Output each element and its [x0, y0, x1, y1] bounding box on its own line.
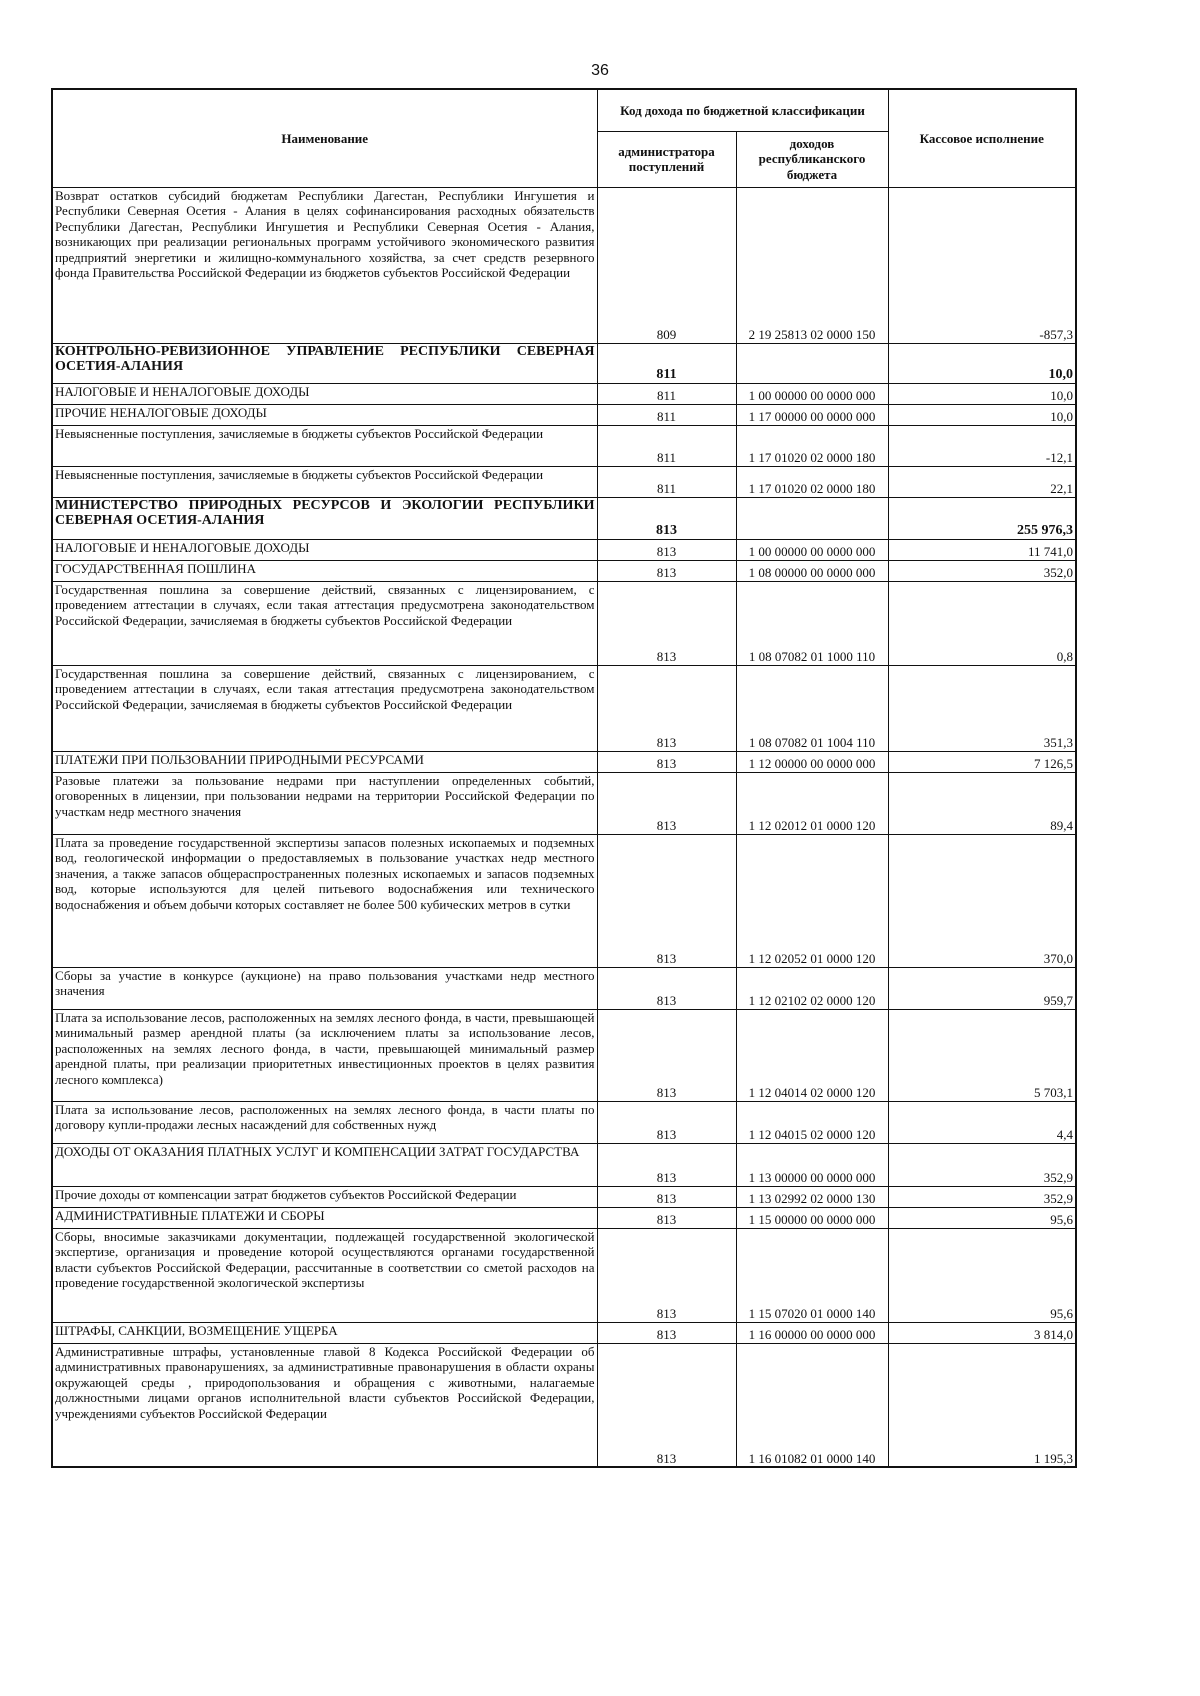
row-admin-code: 813 [597, 1322, 736, 1343]
row-income-code: 1 16 01082 01 0000 140 [736, 1343, 888, 1467]
row-income-code: 1 08 07082 01 1000 110 [736, 581, 888, 665]
row-name: Сборы, вносимые заказчиками документации, подлежащей государственной экологической экспертизе, организация и проведение которой осуществляются органами государственной власти субъектов Российской Федерации, рассчитанные в соответствии со сметой расходов на проведение государственной экологической экспертизы [52, 1228, 597, 1322]
table-row [52, 834, 1076, 967]
row-admin-code: 813 [597, 1009, 736, 1101]
header-income: доходов республиканского бюджета [736, 131, 888, 187]
row-admin-code: 813 [597, 560, 736, 581]
row-name: Прочие доходы от компенсации затрат бюджетов субъектов Российской Федерации [52, 1186, 597, 1207]
row-name: Административные штрафы, установленные главой 8 Кодекса Российской Федерации об административных правонарушениях, за административные правонарушения в области охраны окружающей среды , природопользования и обращения с животными, налагаемые должностными лицами органов исполнительной власти субъектов Российской Федерации, учреждениями субъектов Российской Федерации [52, 1343, 597, 1467]
row-name: НАЛОГОВЫЕ И НЕНАЛОГОВЫЕ ДОХОДЫ [52, 383, 597, 404]
row-admin-code: 811 [597, 425, 736, 466]
row-amount: 10,0 [888, 343, 1076, 383]
row-name: Плата за использование лесов, расположенных на землях лесного фонда, в части платы по договору купли-продажи лесных насаждений для собственных нужд [52, 1101, 597, 1143]
row-income-code: 1 00 00000 00 0000 000 [736, 539, 888, 560]
row-amount: 5 703,1 [888, 1009, 1076, 1101]
header-amount: Кассовое исполнение [888, 89, 1076, 187]
row-income-code: 1 13 02992 02 0000 130 [736, 1186, 888, 1207]
row-amount: 4,4 [888, 1101, 1076, 1143]
row-name: Государственная пошлина за совершение действий, связанных с лицензированием, с проведением аттестации в случаях, если такая аттестация предусмотрена законодательством Российской Федерации, зачисляемая в бюджеты субъектов Российской Федерации [52, 665, 597, 751]
table-row [52, 1343, 1076, 1467]
row-income-code: 1 12 04014 02 0000 120 [736, 1009, 888, 1101]
row-income-code: 1 12 04015 02 0000 120 [736, 1101, 888, 1143]
row-amount: 0,8 [888, 581, 1076, 665]
row-name: Разовые платежи за пользование недрами при наступлении определенных событий, оговоренных в лицензии, при пользовании недрами на территории Российской Федерации по участкам недр местного значения [52, 772, 597, 834]
row-income-code: 1 15 00000 00 0000 000 [736, 1207, 888, 1228]
row-income-code: 1 08 07082 01 1004 110 [736, 665, 888, 751]
row-admin-code: 813 [597, 539, 736, 560]
table-row [52, 1228, 1076, 1322]
page-number: 36 [591, 62, 609, 79]
row-income-code: 1 13 00000 00 0000 000 [736, 1143, 888, 1186]
row-admin-code: 813 [597, 772, 736, 834]
row-income-code: 1 17 00000 00 0000 000 [736, 404, 888, 425]
row-admin-code: 811 [597, 466, 736, 497]
row-amount: 352,0 [888, 560, 1076, 581]
row-amount: 351,3 [888, 665, 1076, 751]
row-income-code: 1 17 01020 02 0000 180 [736, 425, 888, 466]
row-income-code [736, 343, 888, 383]
table-row [52, 1322, 1076, 1343]
row-income-code: 1 12 00000 00 0000 000 [736, 751, 888, 772]
row-income-code: 1 12 02052 01 0000 120 [736, 834, 888, 967]
row-income-code: 1 00 00000 00 0000 000 [736, 383, 888, 404]
row-amount: -12,1 [888, 425, 1076, 466]
row-income-code: 1 12 02102 02 0000 120 [736, 967, 888, 1009]
row-admin-code: 813 [597, 751, 736, 772]
row-amount: 255 976,3 [888, 497, 1076, 539]
row-income-code [736, 497, 888, 539]
table-row [52, 560, 1076, 581]
row-name: Сборы за участие в конкурсе (аукционе) на право пользования участками недр местного значения [52, 967, 597, 1009]
row-amount: 11 741,0 [888, 539, 1076, 560]
row-admin-code: 813 [597, 967, 736, 1009]
row-name: ГОСУДАРСТВЕННАЯ ПОШЛИНА [52, 560, 597, 581]
row-admin-code: 811 [597, 383, 736, 404]
row-amount: 352,9 [888, 1186, 1076, 1207]
table-row [52, 187, 1076, 343]
row-name: КОНТРОЛЬНО-РЕВИЗИОННОЕ УПРАВЛЕНИЕ РЕСПУБЛИКИ СЕВЕРНАЯ ОСЕТИЯ-АЛАНИЯ [52, 343, 597, 383]
table-row [52, 343, 1076, 383]
row-income-code: 1 08 00000 00 0000 000 [736, 560, 888, 581]
row-admin-code: 813 [597, 1143, 736, 1186]
row-name: АДМИНИСТРАТИВНЫЕ ПЛАТЕЖИ И СБОРЫ [52, 1207, 597, 1228]
row-admin-code: 813 [597, 1343, 736, 1467]
row-name: Плата за использование лесов, расположенных на землях лесного фонда, в части, превышающей минимальный размер арендной платы (за исключением платы за использование лесов, расположенных на землях лесного фонда, в части, превышающей минимальный размер арендной платы, при реализации приоритетных инвестиционных проектов в целях развития лесного комплекса) [52, 1009, 597, 1101]
table-row [52, 497, 1076, 539]
table-row [52, 466, 1076, 497]
row-admin-code: 811 [597, 404, 736, 425]
row-name: Возврат остатков субсидий бюджетам Республики Дагестан, Республики Ингушетия и Республики Северная Осетия - Алания в целях софинансирования расходных обязательств Республики Дагестан, Республики Ингушетия и Республики Северная Осетия - Алания, возникающих при реализации региональных программ устойчивого экономического развития предприятий энергетики и жилищно-коммунального хозяйства, за счет средств резервного фонда Правительства Российской Федерации из бюджетов субъектов Российской Федерации [52, 187, 597, 343]
table-row [52, 404, 1076, 425]
row-name: Невыясненные поступления, зачисляемые в бюджеты субъектов Российской Федерации [52, 466, 597, 497]
row-amount: 95,6 [888, 1228, 1076, 1322]
table-row [52, 1101, 1076, 1143]
header-admin: администратора поступлений [597, 131, 736, 187]
row-name: ШТРАФЫ, САНКЦИИ, ВОЗМЕЩЕНИЕ УЩЕРБА [52, 1322, 597, 1343]
row-amount: 22,1 [888, 466, 1076, 497]
row-admin-code: 813 [597, 1186, 736, 1207]
row-name: ПЛАТЕЖИ ПРИ ПОЛЬЗОВАНИИ ПРИРОДНЫМИ РЕСУРСАМИ [52, 751, 597, 772]
row-amount: 352,9 [888, 1143, 1076, 1186]
row-admin-code: 811 [597, 343, 736, 383]
row-admin-code: 813 [597, 1228, 736, 1322]
row-admin-code: 813 [597, 834, 736, 967]
row-admin-code: 813 [597, 581, 736, 665]
row-name: Плата за проведение государственной экспертизы запасов полезных ископаемых и подземных вод, геологической информации о предоставляемых в пользование участках недр местного значения, а также запасов общераспространенных полезных ископаемых и запасов подземных вод, которые используются для целей питьевого водоснабжения или технического водоснабжения и объем добычи которых составляет не более 500 кубических метров в сутки [52, 834, 597, 967]
row-name: Невыясненные поступления, зачисляемые в бюджеты субъектов Российской Федерации [52, 425, 597, 466]
row-admin-code: 813 [597, 497, 736, 539]
table-row [52, 581, 1076, 665]
row-admin-code: 813 [597, 665, 736, 751]
row-admin-code: 813 [597, 1207, 736, 1228]
row-name: ДОХОДЫ ОТ ОКАЗАНИЯ ПЛАТНЫХ УСЛУГ И КОМПЕНСАЦИИ ЗАТРАТ ГОСУДАРСТВА [52, 1143, 597, 1186]
table-row [52, 665, 1076, 751]
row-amount: 370,0 [888, 834, 1076, 967]
row-amount: 7 126,5 [888, 751, 1076, 772]
row-income-code: 1 15 07020 01 0000 140 [736, 1228, 888, 1322]
row-name: Государственная пошлина за совершение действий, связанных с лицензированием, с проведением аттестации в случаях, если такая аттестация предусмотрена законодательством Российской Федерации, зачисляемая в бюджеты субъектов Российской Федерации [52, 581, 597, 665]
table-row [52, 751, 1076, 772]
row-amount: 10,0 [888, 383, 1076, 404]
table-body [52, 187, 1076, 1467]
table-row [52, 425, 1076, 466]
row-amount: 89,4 [888, 772, 1076, 834]
table-row [52, 772, 1076, 834]
row-amount: 1 195,3 [888, 1343, 1076, 1467]
row-name: НАЛОГОВЫЕ И НЕНАЛОГОВЫЕ ДОХОДЫ [52, 539, 597, 560]
row-income-code: 1 17 01020 02 0000 180 [736, 466, 888, 497]
table-row [52, 1207, 1076, 1228]
row-amount: -857,3 [888, 187, 1076, 343]
table-row [52, 383, 1076, 404]
row-admin-code: 809 [597, 187, 736, 343]
header-code-group: Код дохода по бюджетной классификации [597, 89, 888, 131]
table-row [52, 1143, 1076, 1186]
row-amount: 95,6 [888, 1207, 1076, 1228]
row-income-code: 2 19 25813 02 0000 150 [736, 187, 888, 343]
budget-table [51, 88, 1077, 1468]
table-row [52, 967, 1076, 1009]
row-amount: 10,0 [888, 404, 1076, 425]
row-admin-code: 813 [597, 1101, 736, 1143]
row-amount: 959,7 [888, 967, 1076, 1009]
row-income-code: 1 12 02012 01 0000 120 [736, 772, 888, 834]
row-name: ПРОЧИЕ НЕНАЛОГОВЫЕ ДОХОДЫ [52, 404, 597, 425]
table-row [52, 539, 1076, 560]
row-amount: 3 814,0 [888, 1322, 1076, 1343]
row-name: МИНИСТЕРСТВО ПРИРОДНЫХ РЕСУРСОВ И ЭКОЛОГИИ РЕСПУБЛИКИ СЕВЕРНАЯ ОСЕТИЯ-АЛАНИЯ [52, 497, 597, 539]
row-income-code: 1 16 00000 00 0000 000 [736, 1322, 888, 1343]
table-row [52, 1009, 1076, 1101]
table-row [52, 1186, 1076, 1207]
header-name: Наименование [52, 89, 597, 187]
